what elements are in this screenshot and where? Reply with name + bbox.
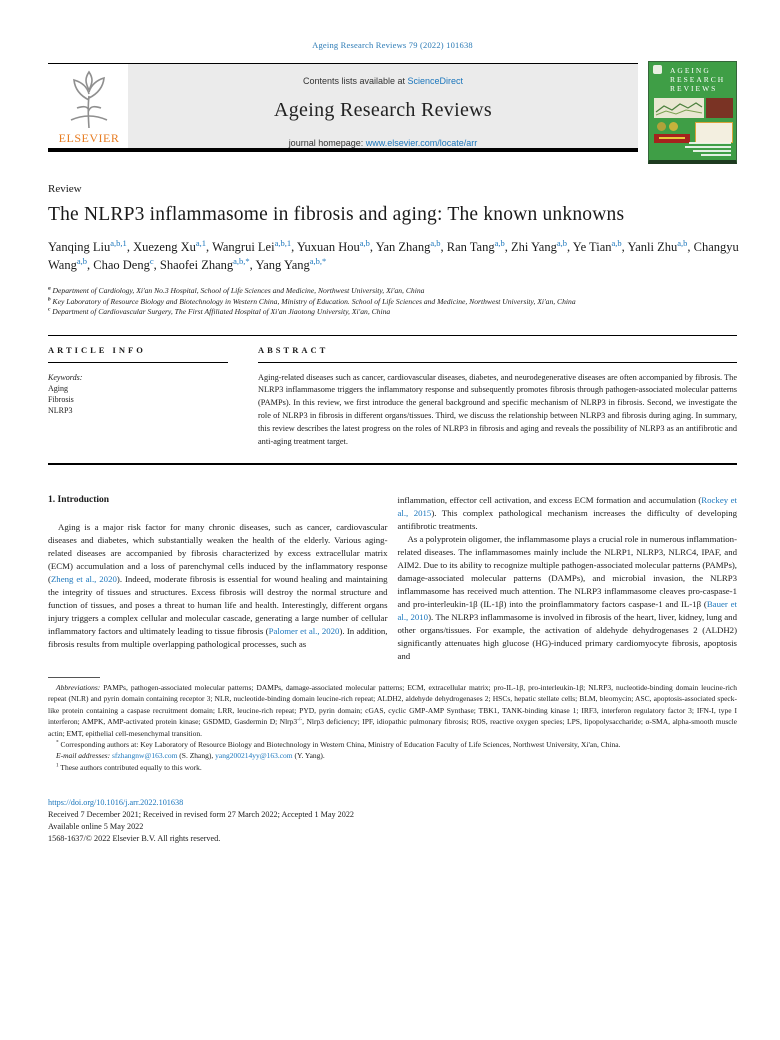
text-segment: a,b,* [233, 255, 250, 266]
text-segment: a,b [677, 237, 688, 248]
heading-rule [258, 362, 737, 363]
keyword: Fibrosis [48, 394, 74, 404]
masthead-divider-bar [48, 148, 638, 152]
journal-masthead-row [48, 63, 737, 164]
text-segment: E-mail addresses: [56, 751, 111, 761]
contents-prefix: Contents lists available at [302, 76, 408, 86]
article-type-label: Review [48, 183, 82, 195]
copyright-line: 1568-1637/© 2022 Elsevier B.V. All rights reserved. [48, 834, 221, 844]
heading-rule [48, 362, 228, 363]
cover-figure-plot [654, 98, 704, 118]
text-segment: -/- [297, 716, 303, 723]
section-heading: 1. Introduction [48, 494, 110, 505]
keyword: Aging [48, 383, 68, 393]
affiliation-line [48, 286, 737, 297]
cover-logo-mark [653, 65, 662, 74]
text-segment: a,b [359, 237, 370, 248]
affiliation-line [48, 297, 737, 308]
text-segment: Aging is a major risk factor for many chronic diseases, such as cancer, cardiovascular diseases and diabetes, which substantially weaken the health of the elderly. Various aging-related diseases are accompanied by fibrosis characterized by excess extracellular matrix (ECM) accumulation and a loss of parenchymal cells induced by the inflammatory response ( [48, 521, 388, 584]
text-segment: ). In addition, fibrosis results from multiple overlapping pathological processes, such as [48, 625, 388, 649]
text-segment: Yanqing Liu [48, 240, 111, 254]
text-segment: ). Indeed, moderate fibrosis is essential for wound healing and maintaining the integrity of tissues and structures. Excess fibrosis will destroy the normal structure and function of tissues, and poses a threat to human life and health. Interestingly, different organs injury triggers a complex cellular and molecular cascade, generating a large number of cellular inflammatory factors and ultimately leading to tissue fibrosis ( [48, 573, 388, 636]
footnote-divider [48, 677, 100, 678]
body-right-column [398, 494, 738, 663]
text-segment: ). This complex pathological mechanism increases the difficulty of developing antifibrotic treatments. [397, 507, 738, 531]
text-segment: , Nlrp3 deficiency; IPF, idiopathic pulmonary fibrosis; ROS, reactive oxygen species; LPS, lipopolysaccharide; α-SMA, alpha-smooth muscle actin; EMT, epithelial cell-mesenchymal transition. [48, 717, 737, 738]
inline-link[interactable]: sfzhangnw@163.com [111, 751, 178, 761]
body-paragraph [398, 494, 738, 533]
text-segment: Abbreviations: [56, 682, 101, 692]
author-list [48, 239, 748, 274]
cover-title-line: AGEING [670, 66, 711, 75]
inline-link[interactable]: Palomer et al., 2020 [268, 625, 340, 636]
body-paragraph [398, 533, 738, 663]
homepage-prefix: journal homepage: [288, 138, 366, 148]
running-head-citation: Ageing Research Reviews 79 (2022) 101638 [312, 40, 473, 50]
inline-link[interactable]: Rockey et al., 2015 [397, 494, 737, 518]
footnotes [48, 682, 737, 773]
abstract-heading: ABSTRACT [258, 344, 329, 355]
cover-title-line: RESEARCH [670, 75, 726, 84]
elsevier-tree-icon [52, 70, 126, 130]
keyword: NLRP3 [48, 405, 73, 415]
text-segment: , Zhi Yang [504, 240, 557, 254]
keywords-label: Keywords: [48, 372, 83, 382]
text-segment: * [56, 739, 59, 746]
text-segment: a,b [611, 237, 622, 248]
text-segment: These authors contributed equally to this work. [58, 762, 202, 772]
article-info-abstract-section [48, 336, 737, 465]
text-segment: a,b [430, 237, 441, 248]
journal-homepage-link[interactable]: www.elsevier.com/locate/arr [365, 138, 478, 148]
text-segment: PAMPs, pathogen-associated molecular patterns; DAMPs, damage-associated molecular patterns; ECM, extracellular matrix; pro-IL-1β, pro-interleukin-1β; NLRP3, nucleotide-binding domain leucine-rich repeat (NLR) and pyrin domain containing receptor 3; NLR, nucleotide-binding domain leucine-rich repeat; ALDH2, aldehyde dehydrogenases 2; HSCs, hepatic stellate cells; BLM, bleomycin; ASC, apoptosis-associated speck-like protein containing a caspase recruitment domain; LRR, leucine-rich repeat; PYD, pyrin domain; cGAS, cyclic GMP-AMP Synthase; TBK1, TANK-binding kinase 1; IRF3, interferon regulatory factor 3; IFN-I, type I interferon; AMPK, AMP-activated protein kinase; GSDMD, Gasdermin D; Nlrp3 [48, 682, 737, 727]
text-segment: a,b,1 [110, 237, 127, 248]
text-segment: , Yan Zhang [369, 240, 431, 254]
text-segment: , Xuezeng Xu [126, 240, 196, 254]
contents-line [128, 76, 638, 86]
text-segment: c [149, 255, 154, 266]
inline-link[interactable]: yang200214yy@163.com [215, 751, 293, 761]
article-body [48, 494, 737, 663]
text-segment: , Wangrui Lei [206, 240, 275, 254]
cover-figure-photo [706, 98, 733, 118]
text-segment: a,b [76, 255, 88, 266]
affiliation-line [48, 307, 737, 318]
body-paragraph [48, 521, 388, 651]
homepage-line [128, 138, 638, 148]
received-dates-line: Received 7 December 2021; Received in revised form 27 March 2022; Accepted 1 May 2022 [48, 810, 355, 820]
text-segment: Key Laboratory of Resource Biology and Biotechnology in Western China, Ministry of Education. School of Life Sciences and Medicine, Northwest University, Xi'an, China [50, 296, 576, 306]
text-segment: Department of Cardiology, Xi'an No.3 Hospital, School of Life Sciences and Medicine, Northwest University, Xi'an, China [50, 286, 425, 295]
text-segment: a,b [494, 237, 505, 248]
cover-title-line: REVIEWS [670, 84, 718, 93]
sciencedirect-link[interactable]: ScienceDirect [407, 76, 464, 86]
article-info-column [48, 345, 228, 449]
text-segment: inflammation, effector cell activation, and excess ECM formation and accumulation ( [397, 494, 702, 505]
article-footer [48, 797, 737, 845]
body-left-column [48, 494, 388, 663]
text-segment: b [48, 295, 51, 302]
text-segment: ). The NLRP3 inflammasome is involved in fibrosis of the heart, liver, kidney, lung and other organs/tissues. For example, the activation of aldehyde dehydrogenases 2 (ALDH2) significantly attenuates high glucose (HG)-induced primary cardiomyocyte fibrosis, apoptosis and [397, 611, 737, 661]
text-segment: , Yanli Zhu [621, 240, 678, 254]
text-segment: , Shaofei Zhang [153, 257, 234, 272]
affiliations [48, 286, 737, 318]
inline-link[interactable]: Zheng et al., 2020 [50, 573, 117, 584]
text-segment: , Changyu Wang [48, 240, 739, 272]
elsevier-wordmark: ELSEVIER [58, 131, 120, 145]
inline-link[interactable]: Bauer et al., 2010 [397, 598, 737, 622]
text-segment: (Y. Yang). [292, 751, 325, 761]
text-segment: a [48, 285, 51, 292]
email-addresses-note [48, 750, 737, 761]
text-segment: a,b [556, 237, 568, 248]
text-segment: , Ran Tang [440, 240, 495, 254]
equal-contribution-note [48, 762, 737, 773]
text-segment: a,b,1 [274, 237, 292, 248]
text-segment: , Yuxuan Hou [291, 240, 360, 254]
cover-figure-circle [669, 122, 678, 131]
available-online-line: Available online 5 May 2022 [48, 822, 144, 832]
corresponding-author-note [48, 739, 737, 750]
text-segment: Corresponding authors at: Key Laboratory of Resource Biology and Biotechnology in Western China, Ministry of Education Faculty of Life Sciences, Northwest University, Xi'an, China. [58, 739, 621, 749]
abstract-text: Aging-related diseases such as cancer, cardiovascular diseases, diabetes, and neurodegenerative diseases are often accompanied by fibrosis. The NLRP3 inflammasome triggers the inflammatory response and subsequently promotes fibrosis through pathogen-associated molecular patterns (PAMPs). In this review, we first introduce the general background and specific mechanism of NLRP3 in fibrosis. Second, we investigate the role of NLRP3 in fibrosis in different organs/tissues. Third, we discuss the relationship between NLRP3 and fibrosis during aging. In summary, this review describes the latest progress on the roles of NLRP3 in fibrosis and aging and reveals the possibility of NLRP3 as an antifibrotic and anti-aging treatment target. [258, 372, 737, 447]
text-segment: a,b,* [309, 255, 327, 266]
text-segment: (S. Zhang), [177, 751, 216, 761]
text-segment: 1 [56, 762, 59, 769]
text-segment: As a polyprotein oligomer, the inflammasome plays a crucial role in numerous inflammation-related diseases. The inflammasomes mainly include the NLRP1, NLRP3, NLRC4, IPAF, and AIM2. Due to its ability to recognize multiple pathogen-associated molecular patterns (PAMPs), damage-associated molecular patterns (DAMPs), and microbial invasion, the NLRP3 inflammasome has received much attention. The NLRP3 inflammasome cleaves pro-caspase-1 and pro-interleukin-1β (IL-1β) into the proinflammatory factors caspase-1 and IL-1β ( [397, 533, 738, 609]
cover-title [670, 66, 731, 93]
text-segment: a,1 [195, 237, 207, 248]
doi-link[interactable]: https://doi.org/10.1016/j.arr.2022.101638 [48, 798, 184, 808]
cover-editor-text [685, 140, 731, 156]
text-segment: c [48, 306, 51, 313]
journal-title: Ageing Research Reviews [274, 99, 492, 121]
text-segment: Department of Cardiovascular Surgery, The First Affiliated Hospital of Xi'an Jiaotong University, Xi'an, China [50, 307, 391, 316]
cover-figure-circle [657, 122, 666, 131]
journal-cover-thumbnail [648, 61, 737, 164]
article-info-heading: ARTICLE INFO [48, 344, 146, 355]
abstract-column [258, 345, 737, 449]
abbreviations-note [48, 682, 737, 739]
text-segment: , Yang Yang [249, 257, 310, 272]
text-segment: , Ye Tian [567, 240, 612, 254]
journal-info [128, 64, 638, 148]
journal-masthead [48, 63, 638, 164]
elsevier-logo [48, 64, 128, 148]
text-segment: , Chao Deng [87, 257, 150, 272]
article-title: The NLRP3 inflammasome in fibrosis and aging: The known unknowns [48, 204, 625, 225]
